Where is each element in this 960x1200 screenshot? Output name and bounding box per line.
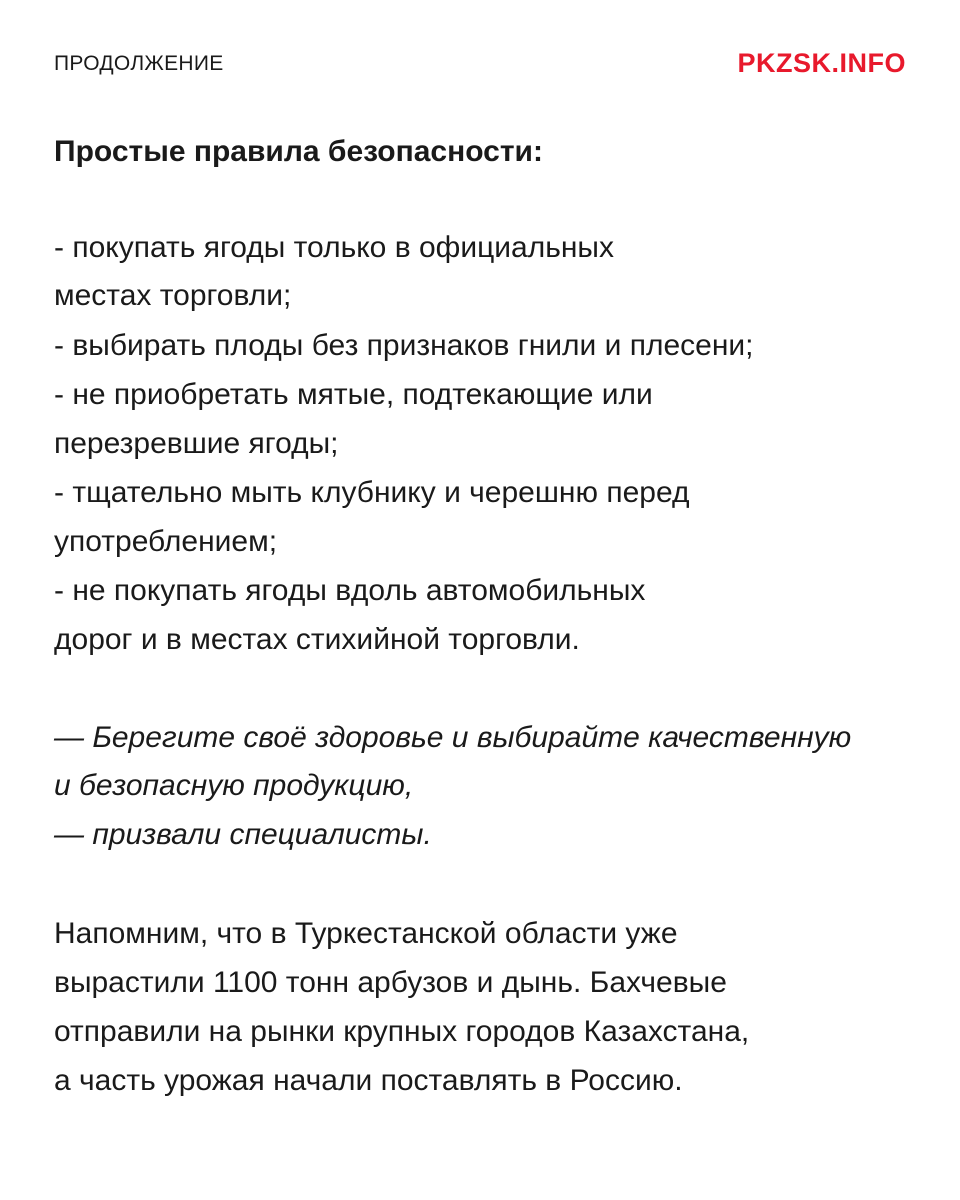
rule-line: дорог и в местах стихийной торговли. [54, 623, 580, 656]
section-label: ПРОДОЛЖЕНИЕ [54, 52, 224, 75]
paragraph-line: отправили на рынки крупных городов Казахстана, [54, 1015, 750, 1048]
rule-line: перезревшие ягоды; [54, 427, 339, 460]
rule-line: - не покупать ягоды вдоль автомобильных [54, 574, 646, 607]
brand-logo-text[interactable]: PKZSK.INFO [737, 48, 906, 78]
paragraph-line: а часть урожая начали поставлять в Россию. [54, 1064, 683, 1097]
rule-line: - выбирать плоды без признаков гнили и плесени; [54, 329, 754, 362]
rule-line: - покупать ягоды только в официальных [54, 231, 614, 264]
quote-line: — призвали специалисты. [54, 818, 432, 851]
rule-line: употреблением; [54, 525, 278, 558]
rule-line: местах торговли; [54, 279, 292, 312]
quote-line: и безопасную продукцию, [54, 769, 414, 802]
quote-line: — Берегите своё здоровье и выбирайте качественную [54, 721, 852, 754]
rule-line: - тщательно мыть клубнику и черешню перед [54, 476, 690, 509]
paragraph-line: вырастили 1100 тонн арбузов и дынь. Бахчевые [54, 966, 727, 999]
rule-line: - не приобретать мятые, подтекающие или [54, 378, 653, 411]
article-heading: Простые правила безопасности: [54, 135, 543, 168]
paragraph-line: Напомним, что в Туркестанской области уже [54, 917, 678, 950]
